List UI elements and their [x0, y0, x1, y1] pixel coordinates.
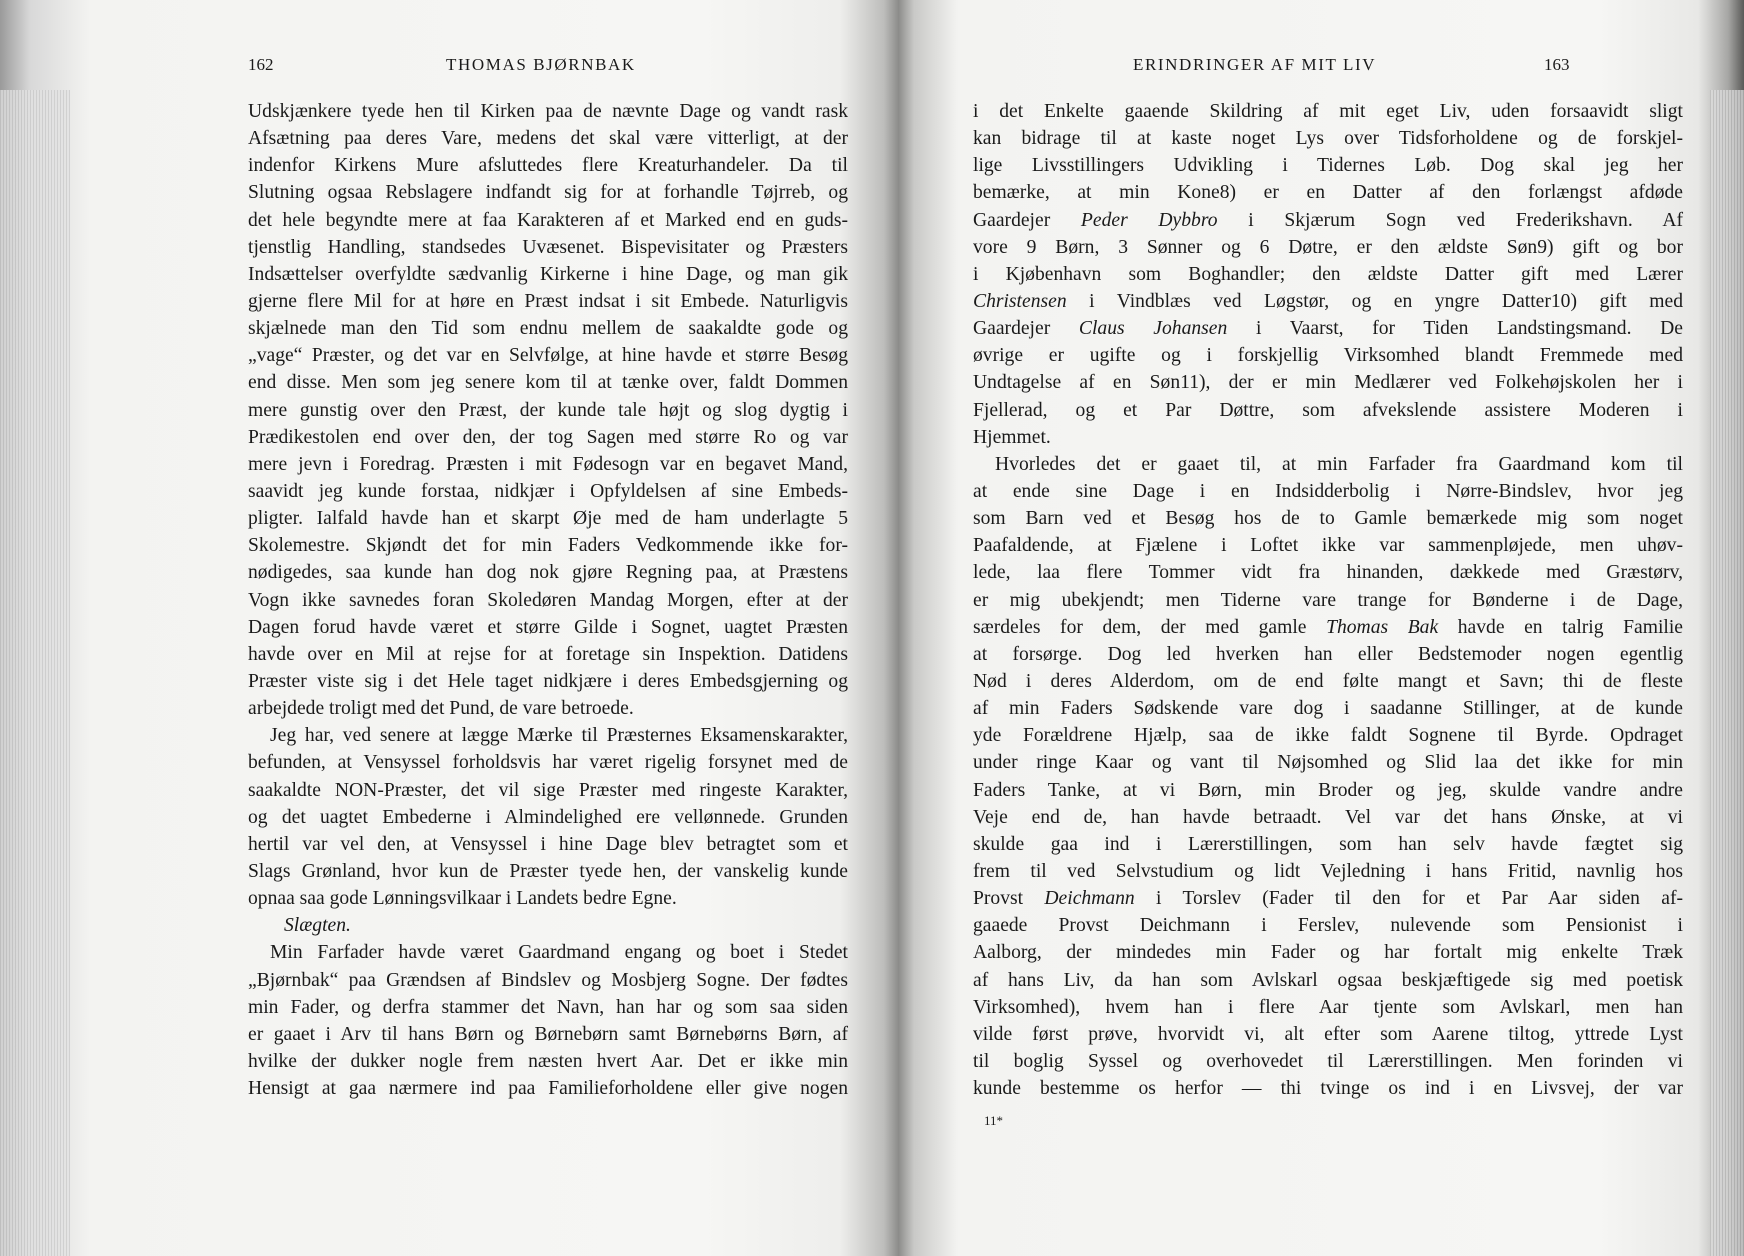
text-line: Min Farfader havde været Gaardmand engang og boet i Stedet [270, 942, 848, 964]
text-line: Nød i deres Alderdom, om de end følte mangt et Savn; thi de fleste [973, 670, 1683, 692]
text-line: af hans Liv, da han som Avlskarl ogsaa beskjæftigede sig med poetisk [973, 969, 1683, 991]
text-line: befunden, at Vensyssel forholdsvis har været rigelig forsynet med de [248, 752, 848, 774]
text-line: Slutning ogsaa Rebslagere indfandt sig for at forhandle Tøjrreb, og [248, 182, 848, 204]
text-line: Faders Tanke, at vi Børn, min Broder og jeg, skulde vandre andre [973, 779, 1683, 801]
text-line: Præster viste sig i det Hele taget nidkjære i deres Embedsgjerning og [248, 670, 848, 692]
text-line: Udskjænkere tyede hen til Kirken paa de nævnte Dage og vandt rask [248, 101, 848, 122]
text-line: Skolemestre. Skjøndt det for min Faders Vedkommende ikke for- [248, 535, 848, 557]
text-line: er gaaet i Arv til hans Børn og Børnebørn samt Børnebørns Børn, af [248, 1023, 848, 1045]
text-line: som Barn ved et Besøg hos de to Gamle bemærkede mig som noget [973, 508, 1683, 530]
text-line: Paafaldende, at Fjælene i Loftet ikke var sammenpløjede, men uhøv- [973, 535, 1683, 557]
text-line: Jeg har, ved senere at lægge Mærke til Præsternes Eksamenskarakter, [270, 725, 848, 747]
text-line: kan bidrage til at kaste noget Lys over Tidsforholdene og de forskjel- [973, 128, 1683, 150]
text-line: Provst Deichmann i Torslev (Fader til den for et Par Aar siden af- [973, 888, 1684, 910]
text-line: gaaede Provst Deichmann i Ferslev, nulevende som Pensionist i [973, 915, 1683, 937]
text-line: det hele begyndte mere at faa Karakteren af et Marked end en guds- [248, 209, 848, 231]
text-line: i det Enkelte gaaende Skildring af mit eget Liv, uden forsaavidt sligt [973, 101, 1683, 122]
text-line: end disse. Men som jeg senere kom til at tænke over, faldt Dommen [248, 372, 848, 394]
text-line: øvrige er ugifte og i forskjellig Virksomhed blandt Fremmede med [973, 345, 1683, 367]
text-line: hvilke der dukker nogle frem næsten hvert Aar. Det er ikke min [248, 1050, 848, 1072]
text-line: bemærke, at min Kone8) er en Datter af den forlængst afdøde [973, 182, 1683, 204]
running-head-right: ERINDRINGER AF MIT LIV [1133, 55, 1377, 74]
text-line: lige Livsstillingers Udvikling i Tidernes Løb. Dog skal jeg her [973, 155, 1683, 177]
text-line: og det uagtet Embederne i Almindelighed ere vellønnede. Grunden [248, 806, 848, 828]
text-line: Indsættelser overfyldte sædvanlig Kirkerne i hine Dage, og man gik [248, 263, 848, 285]
text-line: indenfor Kirkens Mure afsluttedes flere Kreaturhandeler. Da til [248, 155, 848, 177]
text-line: lede, laa flere Tommer vidt fra hinanden, dækkede med Græstørv, [973, 562, 1683, 584]
page-number-left: 162 [248, 55, 274, 74]
text-line: at forsørge. Dog led hverken han eller Bedstemoder nogen egentlig [973, 643, 1683, 665]
text-line: havde over en Mil at rejse for at foretage sin Inspektion. Datidens [248, 643, 848, 665]
text-line: Slags Grønland, hvor kun de Præster tyede hen, der vanskelig kunde [248, 860, 848, 882]
text-line: Slægten. [284, 915, 351, 937]
text-line: gjerne flere Mil for at høre en Præst indsat i sit Embede. Naturligvis [248, 290, 848, 312]
text-line: mere jevn i Foredrag. Præsten i mit Fødesogn var en begavet Mand, [248, 453, 848, 475]
text-line: opnaa saa gode Lønningsvilkaar i Landets bedre Egne. [248, 888, 677, 910]
text-line: kunde bestemme os herfor — thi tvinge os ind i en Livsvej, der var [973, 1078, 1683, 1100]
text-line: mere gunstig over den Præst, der kunde tale højt og slog dygtig i [248, 399, 848, 421]
right-body-text [973, 98, 1683, 1102]
left-body-text [248, 98, 848, 1102]
text-line: Vogn ikke savnedes foran Skoledøren Mandag Morgen, efter at der [248, 589, 848, 611]
text-line: under ringe Kaar og vant til Nøjsomhed og Slid laa det ikke for min [973, 752, 1683, 774]
text-line: skulde gaa ind i Lærerstillingen, som han selv havde fægtet sig [973, 833, 1683, 855]
text-line: af min Faders Sødskende vare dog i saadanne Stillinger, at de kunde [973, 698, 1683, 720]
right-page [898, 0, 1744, 1256]
text-line: Virksomhed), hvem han i flere Aar tjente som Avlskarl, men han [973, 996, 1683, 1018]
text-line: pligter. Ialfald havde han et skarpt Øje med de ham underlagte 5 [248, 508, 848, 530]
running-head-left: THOMAS BJØRNBAK [446, 55, 636, 74]
text-line: Hvorledes det er gaaet til, at min Farfader fra Gaardmand kom til [995, 453, 1683, 475]
text-line: frem til ved Selvstudium og lidt Vejledning i hans Fritid, navnlig hos [973, 860, 1683, 882]
text-line: er mig ubekjendt; men Tiderne vare trange for Bønderne i de Dage, [973, 589, 1683, 611]
text-line: Gaardejer Claus Johansen i Vaarst, for Tiden Landstingsmand. De [973, 318, 1683, 340]
text-line: Hjemmet. [973, 426, 1051, 448]
text-line: „vage“ Præster, og det var en Selvfølge, at hine havde et større Besøg [248, 345, 848, 367]
page-edge-stack [0, 90, 70, 1256]
page-number-right: 163 [1544, 55, 1570, 74]
text-line: Veje end de, han havde betraadt. Vel var det hans Ønske, at vi [973, 806, 1683, 828]
text-line: til boglig Syssel og overhovedet til Lærerstillingen. Men forinden vi [973, 1050, 1683, 1072]
text-line: saakaldte NON-Præster, det vil sige Præster med ringeste Karakter, [248, 779, 848, 801]
text-line: Dagen forud havde været et større Gilde i Sognet, uagtet Præsten [248, 616, 848, 638]
text-line: at ende sine Dage i en Indsidderbolig i Nørre-Bindslev, hvor jeg [973, 480, 1683, 502]
text-line: Undtagelse af en Søn11), der er min Medlærer ved Folkehøjskolen her i [973, 372, 1683, 394]
text-line: vilde først prøve, hvorvidt vi, alt efter som Aarene tiltog, yttrede Lyst [973, 1023, 1683, 1045]
text-line: Aalborg, der mindedes min Fader og har fortalt mig enkelte Træk [973, 942, 1683, 964]
text-line: vore 9 Børn, 3 Sønner og 6 Døtre, er den ældste Søn9) gift og bor [973, 236, 1683, 258]
text-line: skjælnede man den Tid som endnu mellem de saakaldte gode og [248, 318, 848, 340]
signature-mark: 11* [984, 1113, 1004, 1128]
text-line: hertil var vel den, at Vensyssel i hine Dage blev betragtet som et [248, 833, 848, 855]
text-line: saavidt jeg kunde forstaa, nidkjær i Opfyldelsen af sine Embeds- [248, 480, 848, 502]
text-line: tjenstlig Handling, standsedes Uvæsenet. Bispevisitater og Præsters [248, 236, 848, 258]
text-line: Gaardejer Peder Dybbro i Skjærum Sogn ved Frederikshavn. Af [973, 209, 1683, 231]
text-line: Prædikestolen end over den, der tog Sagen med større Ro og var [248, 426, 848, 448]
text-line: arbejdede troligt med det Pund, de vare betroede. [248, 698, 634, 720]
text-line: i Kjøbenhavn som Boghandler; den ældste Datter gift med Lærer [973, 263, 1683, 285]
text-line: særdeles for dem, der med gamle Thomas Bak havde en talrig Familie [973, 616, 1683, 638]
text-line: „Bjørnbak“ paa Grændsen af Bindslev og Mosbjerg Sogne. Der fødtes [248, 969, 848, 991]
text-line: Hensigt at gaa nærmere ind paa Familieforholdene eller give nogen [248, 1078, 848, 1100]
text-line: nødigedes, saa kunde han dog nok gjøre Regning paa, at Præstens [248, 562, 848, 584]
text-line: Christensen i Vindblæs ved Løgstør, og en yngre Datter10) gift med [973, 290, 1683, 312]
page-edge-stack [1710, 90, 1744, 1256]
text-line: Fjellerad, og et Par Døttre, som afvekslende assistere Moderen i [973, 399, 1683, 421]
text-line: min Fader, og derfra stammer det Navn, han har og som saa siden [248, 996, 848, 1018]
text-line: Afsætning paa deres Vare, medens det skal være vitterligt, at der [248, 128, 848, 150]
text-line: yde Forældrene Hjælp, saa de ikke faldt Sognene til Byrde. Opdraget [973, 725, 1683, 747]
